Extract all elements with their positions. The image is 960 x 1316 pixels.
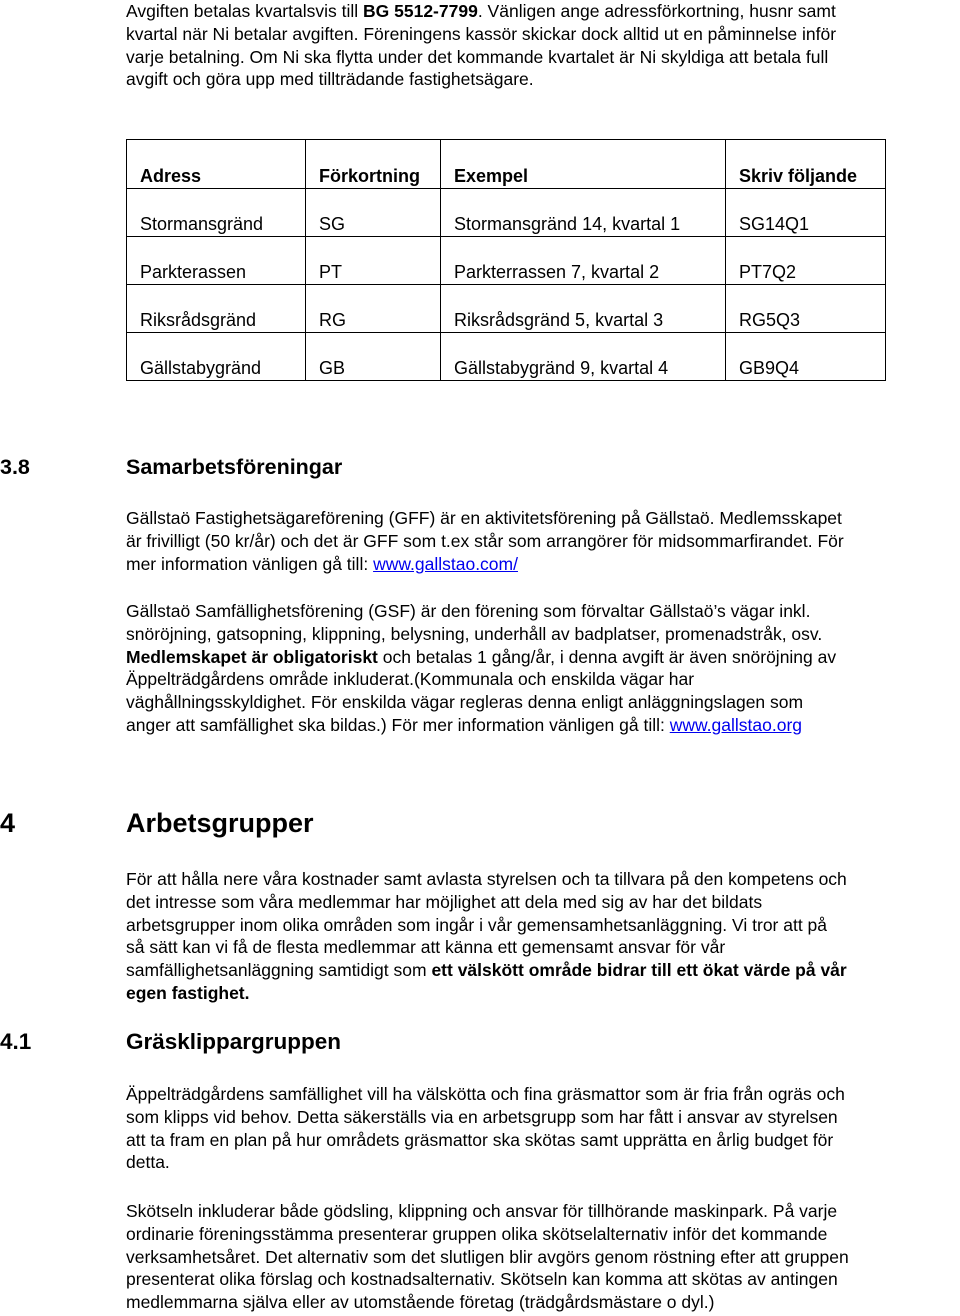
table-row — [127, 237, 886, 285]
gsf-line: anger att samfällighet ska bildas.) För mer information vänligen gå till: www.gallstao.org — [126, 714, 803, 735]
table-cell: SG14Q1 — [726, 189, 886, 237]
mandatory-membership-text: Medlemskapet är obligatoriskt — [126, 646, 378, 667]
section-4-1-line: Äppelträdgårdens samfällighet vill ha välskötta och fina gräsmattor som är fria från ogräs och — [126, 1084, 845, 1104]
table-cell: PT — [306, 237, 441, 285]
section-3-8-number: 3.8 — [0, 455, 30, 479]
gsf-line: väghållningsskyldighet. För enskilda vägar regleras denna enligt anläggningslagen som — [126, 692, 804, 713]
table-cell: RG5Q3 — [726, 285, 886, 333]
section-4-1-line: att ta fram en plan på hur områdets gräsmattor ska skötas samt upprätta en årlig budget för — [126, 1129, 834, 1150]
section-4-1-line: Skötseln inkluderar både gödsling, klippning och ansvar för tillhörande maskinpark. På varje — [126, 1201, 838, 1221]
section-4-number: 4 — [0, 808, 16, 838]
section-4-1-paragraph-2 — [126, 1200, 956, 1314]
section-4-paragraph — [126, 868, 956, 1005]
header-write-following: Skriv följande — [726, 140, 886, 189]
section-4-1-paragraph-1 — [126, 1083, 956, 1174]
gsf-paragraph — [126, 600, 956, 737]
table-cell: Stormansgränd 14, kvartal 1 — [441, 189, 726, 237]
table-cell: PT7Q2 — [726, 237, 886, 285]
table-cell: Parkterassen — [127, 237, 306, 285]
gff-line: mer information vänligen gå till: www.gallstao.com/ — [126, 553, 518, 574]
section-3-8-title: Samarbetsföreningar — [126, 455, 343, 479]
bankgiro-number: BG 5512-7799 — [363, 1, 478, 21]
gsf-line: snöröjning, gatsopning, klippning, belysning, underhåll av badplatser, promenadstråk, osv. — [126, 623, 823, 644]
section-4-1-line: verksamhetsåret. Det alternativ som det slutligen blir avgörs genom röstning efter att gruppen — [126, 1246, 849, 1267]
table-cell: GB9Q4 — [726, 333, 886, 381]
intro-line: kvartal när Ni betalar avgiften. Föreningens kassör skickar dock alltid ut en påminnelse inför — [126, 23, 837, 44]
table-row — [127, 189, 886, 237]
gff-paragraph — [126, 507, 956, 575]
intro-line: Avgiften betalas kvartalsvis till BG 5512-7799. Vänligen ange adressförkortning, husnr samt — [126, 1, 836, 21]
table-cell: Gällstabygränd 9, kvartal 4 — [441, 333, 726, 381]
table-cell: RG — [306, 285, 441, 333]
gsf-line: Medlemskapet är obligatoriskt och betalas 1 gång/år, i denna avgift är även snöröjning av — [126, 646, 837, 667]
section-4-1-number: 4.1 — [0, 1029, 32, 1054]
table-cell: Riksrådsgränd 5, kvartal 3 — [441, 285, 726, 333]
emphasis-text: egen fastighet. — [126, 982, 250, 1003]
table-row — [127, 285, 886, 333]
section-4-line — [126, 982, 956, 1005]
emphasis-text: ett välskött område bidrar till ett ökat värde på vår — [431, 960, 847, 981]
gff-line: Gällstaö Fastighetsägareförening (GFF) är en aktivitetsförening på Gällstaö. Medlemsskapet — [126, 508, 842, 528]
gff-line: är frivilligt (50 kr/år) och det är GFF som t.ex står som arrangörer för midsommarfirandet. För — [126, 530, 844, 551]
table-header-row — [127, 140, 886, 189]
section-4-1-line: detta. — [126, 1152, 170, 1173]
section-4-line: samfällighetsanläggning samtidigt som ett välskött område bidrar till ett ökat värde på vår — [126, 960, 847, 981]
table-cell: Stormansgränd — [127, 189, 306, 237]
gsf-line: Äppelträdgårdens område inkluderat.(Kommunala och enskilda vägar har — [126, 669, 695, 690]
section-4-line: så sätt kan vi få de flesta medlemmar att känna ett gemensamt ansvar för vår — [126, 937, 726, 958]
section-4-1-line: presenterat olika förslag och kostnadsalternativ. Skötseln kan komma att skötas av antingen — [126, 1269, 838, 1290]
section-4-title: Arbetsgrupper — [126, 808, 314, 838]
section-4-1-line: som klipps vid behov. Detta säkerställs via en arbetsgrupp som har fått i ansvar av styrelsen — [126, 1106, 838, 1127]
section-4-1-line: ordinarie föreningsstämma presenterar gruppen olika skötselalternativ inför det kommande — [126, 1223, 828, 1244]
table-cell: Parkterrassen 7, kvartal 2 — [441, 237, 726, 285]
table-cell: Gällstabygränd — [127, 333, 306, 381]
table-cell: GB — [306, 333, 441, 381]
header-abbreviation: Förkortning — [306, 140, 441, 189]
table-cell: Riksrådsgränd — [127, 285, 306, 333]
header-address: Adress — [127, 140, 306, 189]
table-cell: SG — [306, 189, 441, 237]
intro-line: avgift och göra upp med tillträdande fastighetsägare. — [126, 69, 534, 90]
intro-line: varje betalning. Om Ni ska flytta under det kommande kvartalet är Ni skyldiga att betala full — [126, 46, 829, 67]
section-4-line: det intresse som våra medlemmar har möjlighet att dela med sig av har det bildats — [126, 891, 763, 912]
gff-website-link[interactable]: www.gallstao.com/ — [373, 553, 518, 574]
gsf-line: Gällstaö Samfällighetsförening (GSF) är den förening som förvaltar Gällstaö’s vägar inkl. — [126, 601, 811, 621]
gsf-website-link[interactable]: www.gallstao.org — [669, 714, 803, 735]
section-4-line: arbetsgrupper inom olika områden som ingår i vår gemensamhetsanläggning. Vi tror att på — [126, 914, 828, 935]
intro-paragraph — [126, 0, 956, 91]
table-row — [127, 333, 886, 381]
section-4-1-line: medlemmarna själva eller av utomstående företag (trädgårdsmästare o dyl.) — [126, 1292, 715, 1313]
address-abbreviation-table — [126, 139, 886, 381]
section-4-1-title: Gräsklippargruppen — [126, 1029, 342, 1054]
header-example: Exempel — [441, 140, 726, 189]
section-4-line: För att hålla nere våra kostnader samt avlasta styrelsen och ta tillvara på den kompetens och — [126, 869, 847, 889]
